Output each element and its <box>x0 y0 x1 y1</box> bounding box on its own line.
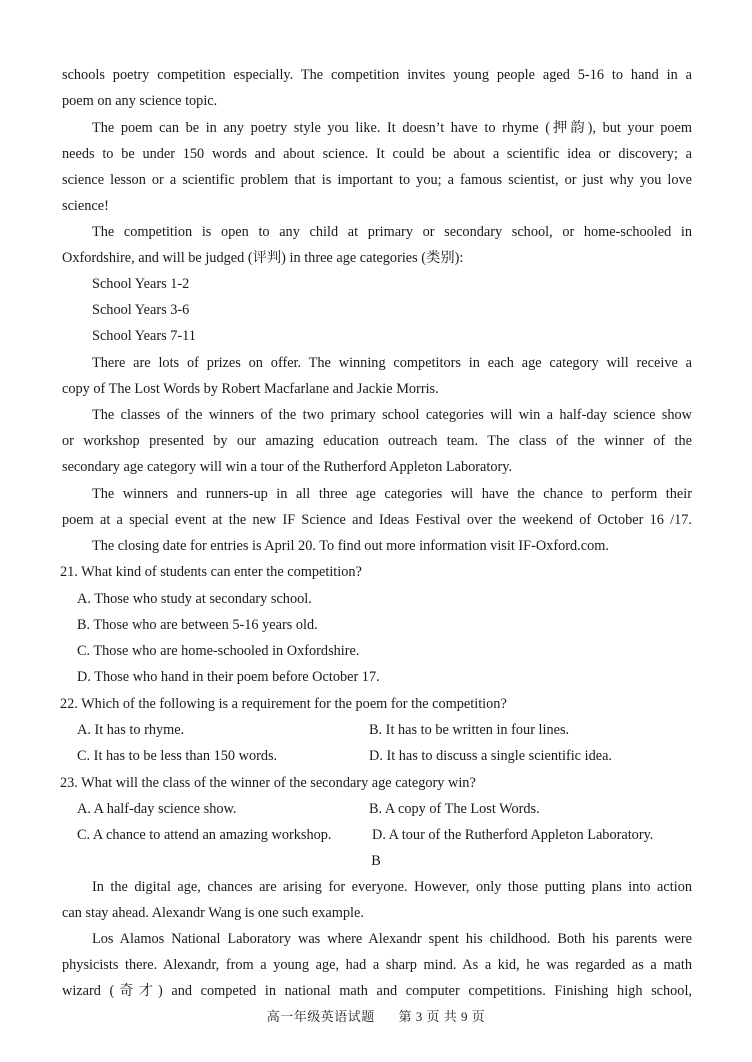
question-22-stem: 22. Which of the following is a requirement for the poem for the competition? <box>60 696 507 712</box>
question-21-option-b: B. Those who are between 5-16 years old. <box>77 617 318 633</box>
passage-a-p2-line2: needs to be under 150 words and about science. It could be about a scientific idea or discovery; a <box>62 146 692 162</box>
question-23-option-b: B. A copy of The Lost Words. <box>369 801 540 817</box>
passage-a-p2-line3: science lesson or a scientific problem that is important to you; a famous scientist, or just why you love <box>62 172 692 188</box>
category-item: School Years 7-11 <box>92 328 196 344</box>
footer-exam-title: 高一年级英语试题 <box>266 1009 375 1024</box>
passage-a-p2-line1: The poem can be in any poetry style you like. It doesn’t have to rhyme (押韵), but your poem <box>92 120 692 136</box>
passage-a-p5-line1: The classes of the winners of the two primary school categories will win a half-day science show <box>92 407 692 423</box>
page-footer <box>0 1008 752 1026</box>
passage-a-p6-line1: The winners and runners-up in all three age categories will have the chance to perform their <box>92 486 692 502</box>
section-b-heading: B <box>371 853 381 869</box>
question-22-option-c: C. It has to be less than 150 words. <box>77 748 278 764</box>
question-23-option-d: D. A tour of the Rutherford Appleton Laboratory. <box>372 827 654 843</box>
passage-a-p4-line2: copy of The Lost Words by Robert Macfarlane and Jackie Morris. <box>62 381 439 397</box>
question-23-option-a: A. A half-day science show. <box>77 801 237 817</box>
question-23-option-c: C. A chance to attend an amazing workshop. <box>77 827 332 843</box>
category-item: School Years 3-6 <box>92 302 190 318</box>
category-item: School Years 1-2 <box>92 276 190 292</box>
passage-a-p6-line2: poem at a special event at the new IF Science and Ideas Festival over the weekend of October 16 /17. <box>62 512 692 528</box>
passage-a-p7-line1: The closing date for entries is April 20. To find out more information visit IF-Oxford.com. <box>92 538 609 554</box>
passage-a-p1-line1: schools poetry competition especially. The competition invites young people aged 5-16 to hand in a <box>62 67 692 83</box>
question-23-stem: 23. What will the class of the winner of the secondary age category win? <box>60 775 476 791</box>
question-21-stem: 21. What kind of students can enter the competition? <box>60 564 362 580</box>
passage-a-p4-line1: There are lots of prizes on offer. The winning competitors in each age category will receive a <box>92 355 692 371</box>
question-22-option-d: D. It has to discuss a single scientific idea. <box>369 748 612 764</box>
question-22-option-a: A. It has to rhyme. <box>77 722 185 738</box>
question-21-option-a: A. Those who study at secondary school. <box>77 591 312 607</box>
passage-a-p3-line1: The competition is open to any child at primary or secondary school, or home-schooled in <box>92 224 692 240</box>
passage-b-p1-line1: In the digital age, chances are arising for everyone. However, only those putting plans into action <box>92 879 692 895</box>
passage-a-p5-line3: secondary age category will win a tour of the Rutherford Appleton Laboratory. <box>62 459 513 475</box>
passage-a-p3-line2: Oxfordshire, and will be judged (评判) in three age categories (类别): <box>62 250 464 266</box>
question-21-option-d: D. Those who hand in their poem before October 17. <box>77 669 380 685</box>
passage-a-p5-line2: or workshop presented by our amazing education outreach team. The class of the winner of the <box>62 433 692 449</box>
passage-a-p2-line4: science! <box>62 198 109 214</box>
passage-b-p2-line2: physicists there. Alexandr, from a young age, had a sharp mind. As a kid, he was regarded as a math <box>62 957 692 973</box>
passage-b-p2-line1: Los Alamos National Laboratory was where Alexandr spent his childhood. Both his parents were <box>92 931 692 947</box>
footer-page-number: 第 3 页 共 9 页 <box>398 1009 486 1024</box>
question-22-option-b: B. It has to be written in four lines. <box>369 722 570 738</box>
passage-a-p1-line2: poem on any science topic. <box>62 93 218 109</box>
question-21-option-c: C. Those who are home-schooled in Oxfordshire. <box>77 643 360 659</box>
passage-b-p1-line2: can stay ahead. Alexandr Wang is one such example. <box>62 905 364 921</box>
passage-b-p2-line3: wizard (奇才) and competed in national math and computer competitions. Finishing high school, <box>62 983 692 999</box>
